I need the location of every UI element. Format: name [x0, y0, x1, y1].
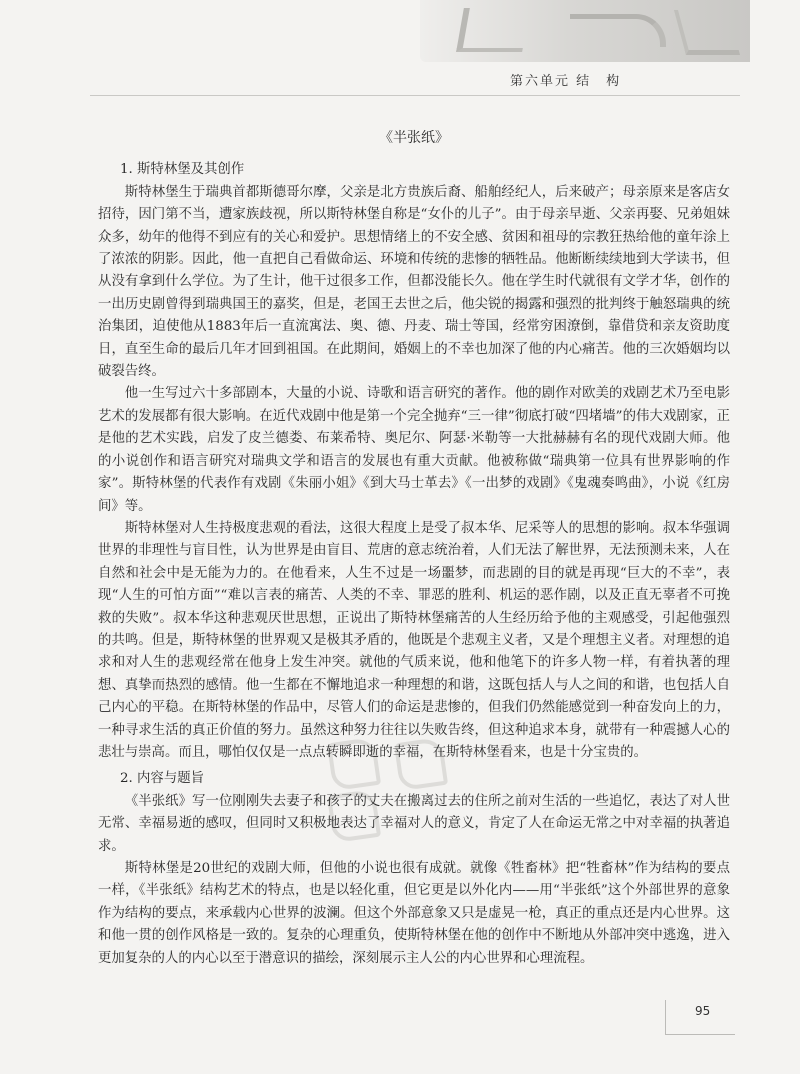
- header-rule: [90, 95, 740, 96]
- article-title: 《半张纸》: [379, 130, 449, 146]
- section-heading: 2. 内容与题旨: [120, 771, 204, 787]
- footer-rule: [665, 1034, 735, 1035]
- calligraphy-stroke: [456, 8, 530, 52]
- section-heading: 1. 斯特林堡及其创作: [120, 162, 245, 178]
- paragraph: 《半张纸》写一位刚刚失去妻子和孩子的丈夫在搬离过去的住所之前对生活的一些追忆，表达了对人世无常、幸福易逝的感叹，但同时又积极地表达了幸福对人的意义，肯定了人在命运无常之中对幸福的执著追求。: [98, 793, 730, 854]
- calligraphy-stroke: [570, 14, 666, 47]
- unit-title: 第六单元 结 构: [510, 74, 622, 89]
- article-body: [98, 115, 730, 970]
- calligraphy-stroke: [674, 10, 740, 55]
- header-decoration: [420, 0, 750, 62]
- paragraph: 斯特林堡对人生持极度悲观的看法，这很大程度上是受了叔本华、尼采等人的思想的影响。叔本华强调世界的非理性与盲目性，认为世界是由盲目、荒唐的意志统治着，人们无法了解世界，无法预测未来，人在自然和社会中是无能为力的。在他看来，人生不过是一场噩梦，而悲剧的目的就是再现“巨大的不幸”，表现“人生的可怕方面”“难以言表的痛苦、人类的不幸、罪恶的胜利、机运的恶作剧，以及正直无辜者不可挽救的失败”。叔本华这种悲观厌世思想，正说出了斯特林堡痛苦的人生经历给予他的主观感受，引起他强烈的共鸣。但是，斯特林堡的世界观又是极其矛盾的，他既是个悲观主义者，又是个理想主义者。对理想的追求和对人生的悲观经常在他身上发生冲突。就他的气质来说，他和他笔下的许多人物一样，有着执著的理想、真挚而热烈的感情。他一生都在不懈地追求一种理想的和谐，这既包括人与人之间的和谐，也包括人自己内心的平稳。在斯特林堡的作品中，尽管人们的命运是悲惨的，但我们仍然能感觉到一种奋发向上的力，一种寻求生活的真正价值的努力。虽然这种努力往往以失败告终，但这种追求本身，就带有一种震撼人心的悲壮与崇高。而且，哪怕仅仅是一点点转瞬即逝的幸福，在斯特林堡看来，也是十分宝贵的。: [98, 520, 730, 760]
- paragraph: 斯特林堡生于瑞典首都斯德哥尔摩，父亲是北方贵族后裔、船舶经纪人，后来破产；母亲原来是客店女招待，因门第不当，遭家族歧视，所以斯特林堡自称是“女仆的儿子”。由于母亲早逝、父亲再娶、兄弟姐妹众多，幼年的他得不到应有的关心和爱护。思想情绪上的不安全感、贫困和祖母的宗教狂热给他的童年涂上了浓浓的阴影。因此，他一直把自己看做命运、环境和传统的悲惨的牺牲品。他断断续续地到大学读书，但从没有拿到什么学位。为了生计，他干过很多工作，但都没能长久。他在学生时代就很有文学才华，创作的一出历史剧曾得到瑞典国王的嘉奖，但是，老国王去世之后，他尖锐的揭露和强烈的批判终于触怒瑞典的统治集团，迫使他从1883年后一直流寓法、奥、德、丹麦、瑞士等国，经常穷困潦倒，靠借贷和亲友资助度日，直至生命的最后几年才回到祖国。在此期间，婚姻上的不幸也加深了他的内心痛苦。他的三次婚姻均以破裂告终。: [98, 184, 730, 380]
- page-number: 95: [695, 1004, 711, 1018]
- paragraph: 他一生写过六十多部剧本，大量的小说、诗歌和语言研究的著作。他的剧作对欧美的戏剧艺术乃至电影艺术的发展都有很大影响。在近代戏剧中他是第一个完全抛弃“三一律”彻底打破“四堵墙”的伟大戏剧家，正是他的艺术实践，启发了皮兰德娄、布莱希特、奥尼尔、阿瑟·米勒等一大批赫赫有名的现代戏剧大师。他的小说创作和语言研究对瑞典文学和语言的发展也有重大贡献。他被称做“瑞典第一位具有世界影响的作家”。斯特林堡的代表作有戏剧《朱丽小姐》《到大马士革去》《一出梦的戏剧》《鬼魂奏鸣曲》，小说《红房间》等。: [98, 386, 730, 514]
- paragraph: 斯特林堡是20世纪的戏剧大师，但他的小说也很有成就。就像《牲畜林》把“牲畜林”作为结构的要点一样，《半张纸》结构艺术的特点，也是以轻化重，但它更是以外化内——用“半张纸”这个外部世界的意象作为结构的要点，来承载内心世界的波澜。但这个外部意象又只是虚晃一枪，真正的重点还是内心世界。这和他一贯的创作风格是一致的。复杂的心理重负，使斯特林堡在他的创作中不断地从外部冲突中逃逸，进入更加复杂的人的内心以至于潜意识的描绘，深刻展示主人公的内心世界和心理流程。: [98, 861, 730, 966]
- footer-rule: [665, 1000, 666, 1034]
